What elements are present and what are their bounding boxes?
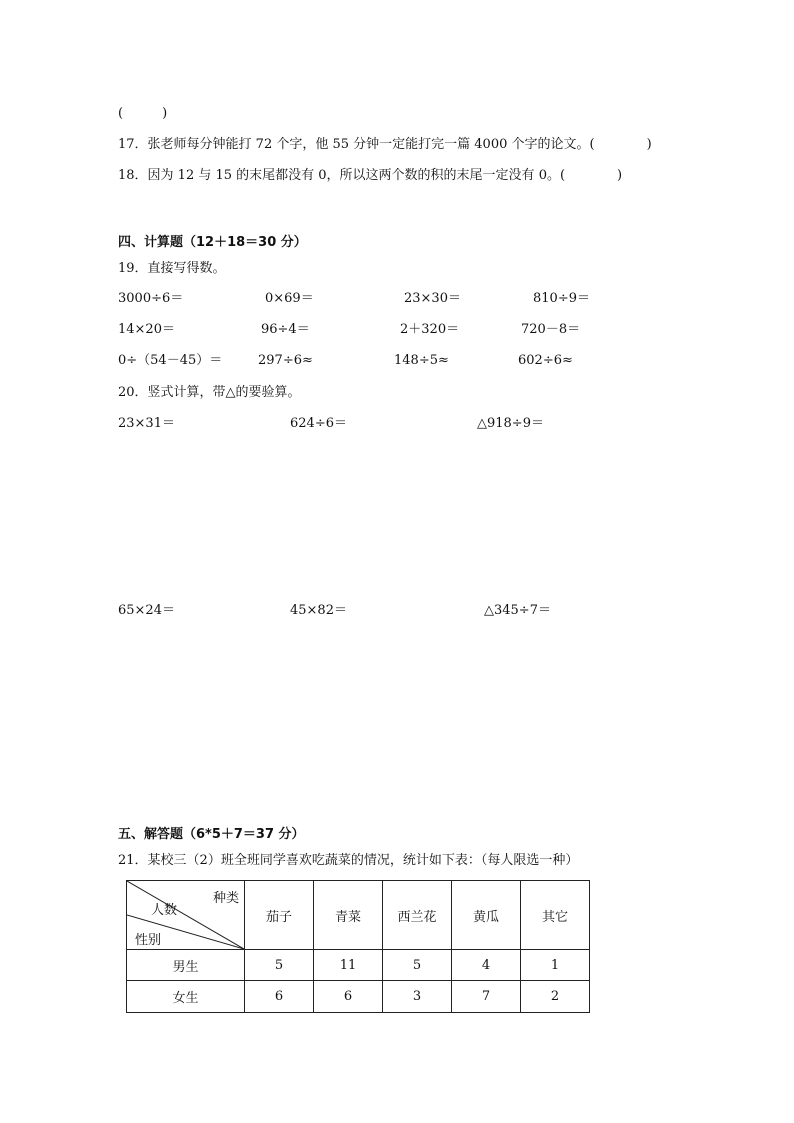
column-header: 黄瓜 xyxy=(452,881,521,950)
table-cell: 1 xyxy=(521,950,590,981)
column-header: 其它 xyxy=(521,881,590,950)
question-17: 17．张老师每分钟能打 72 个字，他 55 分钟一定能打完一篇 4000 个字的论文。( ) xyxy=(118,137,652,152)
table-header-row xyxy=(127,881,590,950)
table-cell: 5 xyxy=(245,950,314,981)
vegetable-table xyxy=(126,880,590,1013)
q19-item: 0÷（54－45）＝ xyxy=(118,353,223,368)
column-header: 西兰花 xyxy=(383,881,452,950)
continuation-paren: ( ) xyxy=(118,106,168,121)
table-cell: 7 xyxy=(452,981,521,1013)
q19-item: 602÷6≈ xyxy=(518,353,573,368)
q19-item: 14×20＝ xyxy=(118,322,175,337)
question-20-title: 20．竖式计算，带△的要验算。 xyxy=(118,385,301,400)
q20-item: △345÷7＝ xyxy=(484,603,551,618)
table-cell: 2 xyxy=(521,981,590,1013)
q20-item: △918÷9＝ xyxy=(477,416,544,431)
table-cell: 3 xyxy=(383,981,452,1013)
q20-item: 65×24＝ xyxy=(118,603,175,618)
section-4-title: 四、计算题（12＋18＝30 分） xyxy=(118,235,307,250)
table-cell: 5 xyxy=(383,950,452,981)
table-row xyxy=(127,950,590,981)
table-row xyxy=(127,981,590,1013)
q19-item: 0×69＝ xyxy=(265,291,314,306)
q19-item: 23×30＝ xyxy=(404,291,461,306)
diagonal-header-cell xyxy=(127,881,245,950)
table-cell: 6 xyxy=(245,981,314,1013)
q19-item: 148÷5≈ xyxy=(394,353,449,368)
q20-item: 624÷6＝ xyxy=(290,416,347,431)
q20-item: 45×82＝ xyxy=(290,603,347,618)
q19-item: 96÷4＝ xyxy=(261,322,310,337)
question-21-title: 21．某校三（2）班全班同学喜欢吃蔬菜的情况，统计如下表：（每人限选一种） xyxy=(118,853,579,868)
q19-item: 810÷9＝ xyxy=(533,291,590,306)
table-cell: 11 xyxy=(314,950,383,981)
header-gender-label: 性别 xyxy=(135,933,162,948)
column-header: 茄子 xyxy=(245,881,314,950)
section-5-title: 五、解答题（6*5＋7＝37 分） xyxy=(118,827,305,842)
q19-item: 720－8＝ xyxy=(521,322,581,337)
row-label-girls: 女生 xyxy=(127,981,245,1013)
question-19-title: 19．直接写得数。 xyxy=(118,261,226,276)
table-cell: 6 xyxy=(314,981,383,1013)
question-18: 18．因为 12 与 15 的末尾都没有 0，所以这两个数的积的末尾一定没有 0。( ) xyxy=(118,168,623,183)
table-cell: 4 xyxy=(452,950,521,981)
row-label-boys: 男生 xyxy=(127,950,245,981)
q19-item: 2＋320＝ xyxy=(400,322,460,337)
header-count-label: 人数 xyxy=(151,903,178,918)
q19-item: 3000÷6＝ xyxy=(118,291,184,306)
q20-item: 23×31＝ xyxy=(118,416,175,431)
column-header: 青菜 xyxy=(314,881,383,950)
q19-item: 297÷6≈ xyxy=(258,353,313,368)
header-category-label: 种类 xyxy=(212,891,239,906)
